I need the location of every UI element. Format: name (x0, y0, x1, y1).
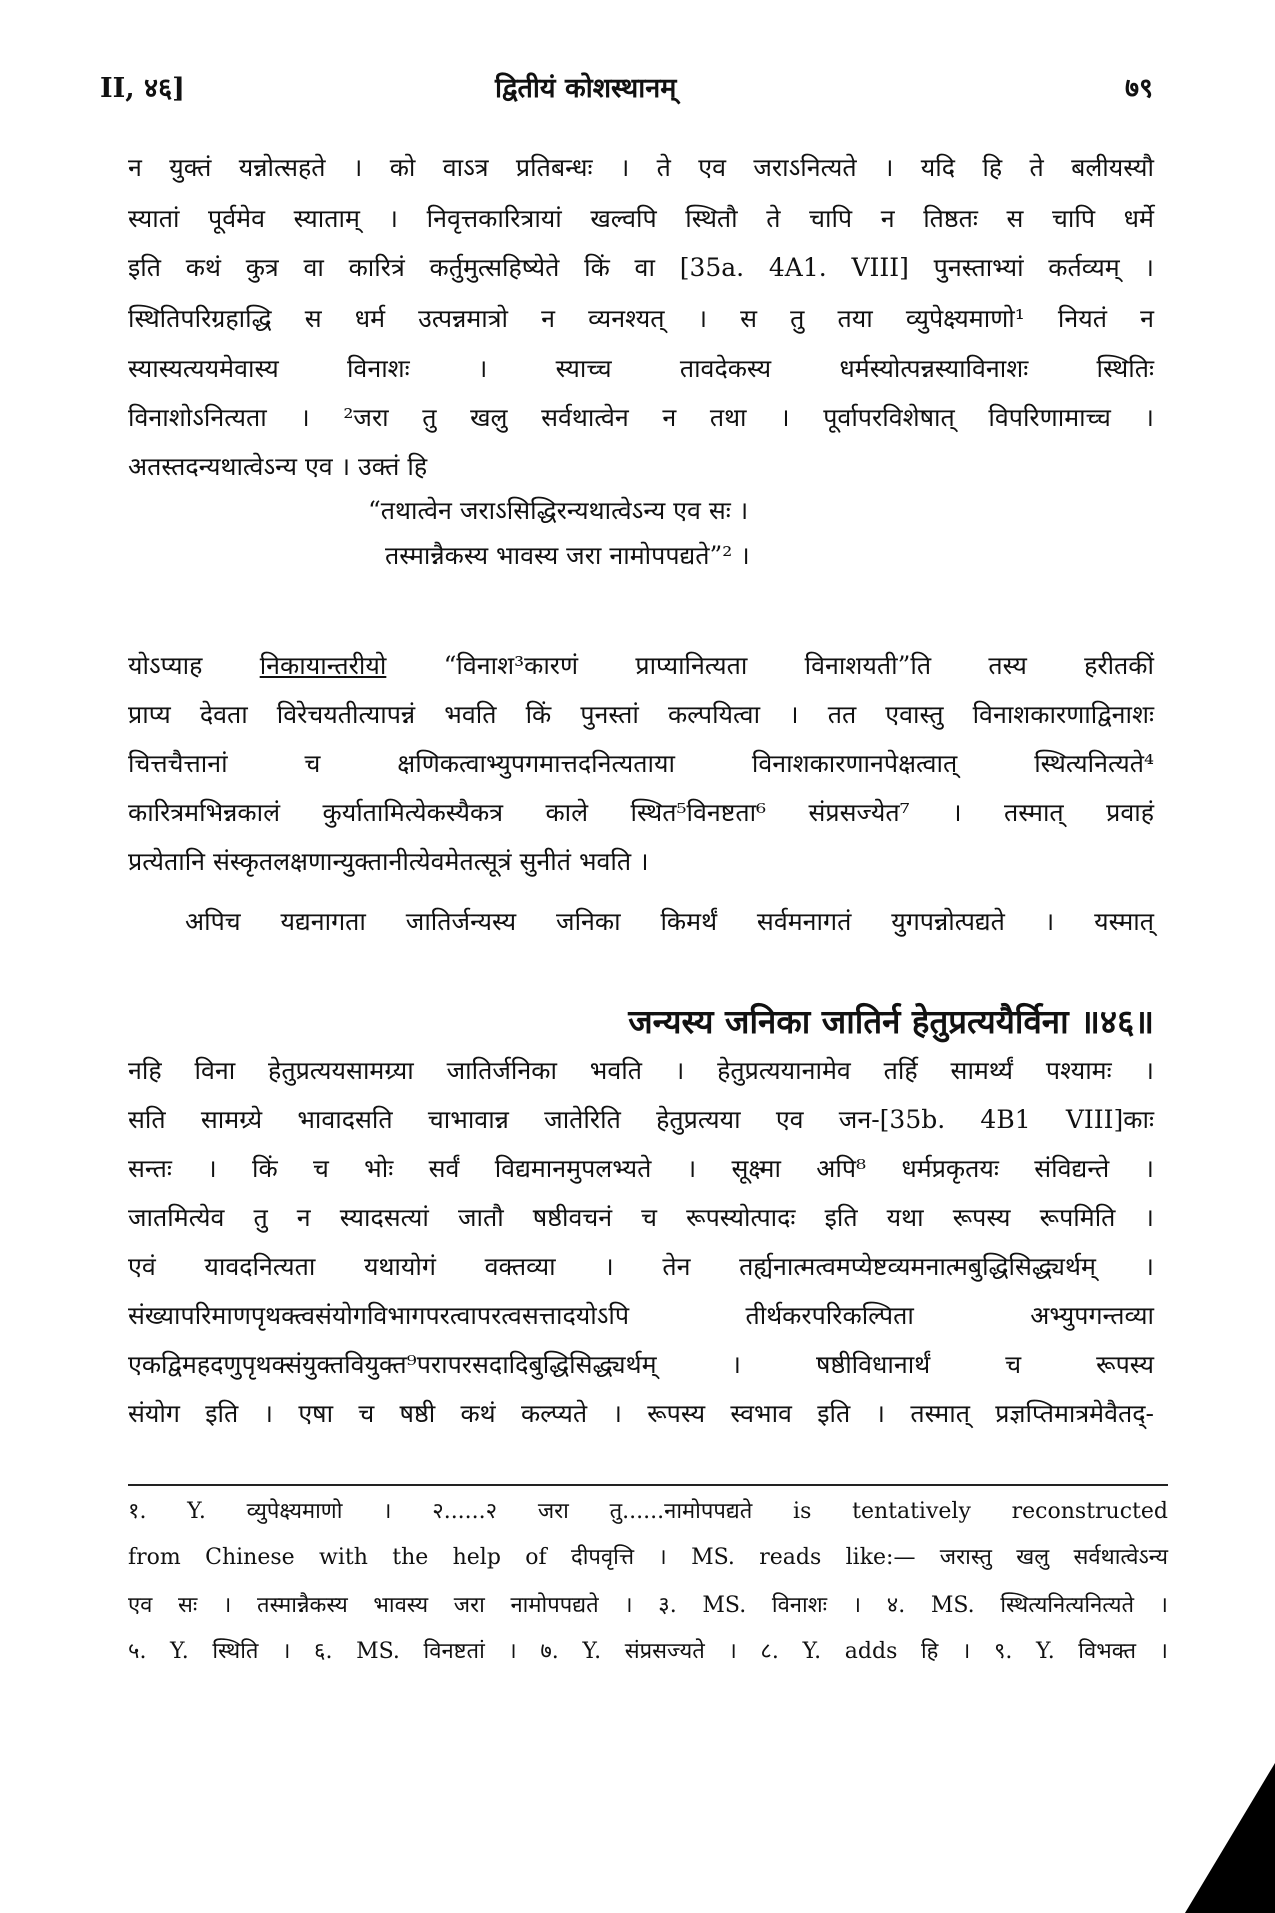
text-line: एकद्विमहदणुपृथक्संयुक्तवियुक्त⁹परापरसदादिबुद्धिसिद्ध्यर्थम् । षष्ठीविधानार्थं च रूपस्य (128, 1350, 1154, 1379)
page-number: ७९ (1125, 73, 1154, 104)
verse-line: “तथात्वेन जराऽसिद्धिरन्यथात्वेऽन्य एव सः । (368, 496, 749, 525)
text-line: प्राप्य देवता विरेचयतीत्यापन्नं भवति किं पुनस्तां कल्पयित्वा । तत एवास्तु विनाशकारणाद्विनाशः (128, 700, 1154, 729)
text-line: योऽप्याह निकायान्तरीयो “विनाश³कारणं प्राप्यानित्यता विनाशयती”ति तस्य हरीतकीं (128, 651, 1154, 680)
text-line: अतस्तदन्यथात्वेऽन्य एव । उक्तं हि (128, 452, 428, 481)
verse-line: तस्मान्नैकस्य भावस्य जरा नामोपपद्यते”² । (385, 541, 750, 570)
underlined-term: निकायान्तरीयो (259, 651, 387, 680)
text-line: सति सामग्र्ये भावादसति चाभावान्न जातेरिति हेतुप्रत्यया एव जन-[35b. 4B1 VIII]काः (128, 1105, 1154, 1134)
footnote-line: from Chinese with the help of दीपवृत्ति । MS. reads like:— जरास्तु खलु सर्वथात्वेऽन्य (128, 1545, 1168, 1570)
footnote-line: एव सः । तस्मान्नैकस्य भावस्य जरा नामोपपद्यते । ३. MS. विनाशः । ४. MS. स्थित्यनित्यनित्यते । (128, 1593, 1168, 1618)
text-line: इति कथं कुत्र वा कारित्रं कर्तुमुत्सहिष्येते किं वा [35a. 4A1. VIII] पुनस्ताभ्यां कर्तव्यम् । (128, 253, 1154, 282)
text-line: स्थितिपरिग्रहाद्धि स धर्म उत्पन्नमात्रो न व्यनश्यत् । स तु तया व्युपेक्ष्यमाणो¹ नियतं न (128, 304, 1154, 333)
text-line: प्रत्येतानि संस्कृतलक्षणान्युक्तानीत्येवमेतत्सूत्रं सुनीतं भवति । (128, 847, 649, 876)
text-line: स्यास्यत्ययमेवास्य विनाशः । स्याच्च तावदेकस्य धर्मस्योत्पन्नस्याविनाशः स्थितिः (128, 354, 1154, 383)
footnote-line: ५. Y. स्थिति । ६. MS. विनष्टतां । ७. Y. संप्रसज्यते । ८. Y. adds हि । ९. Y. विभक्त । (128, 1639, 1168, 1664)
header-title: द्वितीयं कोशस्थानम् (495, 73, 677, 104)
text-line: स्यातां पूर्वमेव स्याताम् । निवृत्तकारित्रायां खल्वपि स्थितौ ते चापि न तिष्ठतः स चापि धर्मे (128, 204, 1154, 233)
text-line: संख्यापरिमाणपृथक्त्वसंयोगविभागपरत्वापरत्वसत्तादयोऽपि तीर्थकरपरिकल्पिता अभ्युपगन्तव्या (128, 1301, 1154, 1330)
footnote-divider (128, 1484, 1168, 1486)
text-line: कारित्रमभिन्नकालं कुर्यातामित्येकस्यैकत्र काले स्थित⁵विनष्टता⁶ संप्रसज्येत⁷ । तस्मात् प्रवाहं (128, 798, 1154, 827)
text-line: संयोग इति । एषा च षष्ठी कथं कल्प्यते । रूपस्य स्वभाव इति । तस्मात् प्रज्ञप्तिमात्रमेवैतद्- (128, 1399, 1154, 1428)
karika-verse: जन्यस्य जनिका जातिर्न हेतुप्रत्ययैर्विना ॥४६॥ (628, 1002, 1154, 1041)
text-line: चित्तचैत्तानां च क्षणिकत्वाभ्युपगमात्तदनित्यताया विनाशकारणानपेक्षत्वात् स्थित्यनित्यते⁴ (128, 749, 1154, 778)
intro-line: अपिच यद्यनागता जातिर्जन्यस्य जनिका किमर्थं सर्वमनागतं युगपन्नोत्पद्यते । यस्मात् (185, 907, 1154, 936)
text-line: सन्तः । किं च भोः सर्वं विद्यमानमुपलभ्यते । सूक्ष्मा अपि⁸ धर्मप्रकृतयः संविद्यन्ते । (128, 1154, 1154, 1183)
scan-corner-shadow (1185, 1763, 1275, 1913)
text-line: जातमित्येव तु न स्यादसत्यां जातौ षष्ठीवचनं च रूपस्योत्पादः इति यथा रूपस्य रूपमिति । (128, 1203, 1154, 1232)
text-line: एवं यावदनित्यता यथायोगं वक्तव्या । तेन तर्ह्यनात्मत्वमप्येष्टव्यमनात्मबुद्धिसिद्ध्यर्थम् । (128, 1252, 1154, 1281)
footnote-line: १. Y. व्युपेक्ष्यमाणो । २......२ जरा तु......नामोपपद्यते is tentatively reconstructed (128, 1499, 1168, 1524)
text-line: नहि विना हेतुप्रत्ययसामग्र्या जातिर्जनिका भवति । हेतुप्रत्ययानामेव तर्हि सामर्थ्यं पश्यामः । (128, 1056, 1154, 1085)
header-section-ref: II, ४६] (100, 73, 185, 104)
text-line: विनाशोऽनित्यता । ²जरा तु खलु सर्वथात्वेन न तथा । पूर्वापरविशेषात् विपरिणामाच्च । (128, 403, 1154, 432)
text-line: न युक्तं यन्नोत्सहते । को वाऽत्र प्रतिबन्धः । ते एव जराऽनित्यते । यदि हि ते बलीयस्यौ (128, 153, 1154, 182)
